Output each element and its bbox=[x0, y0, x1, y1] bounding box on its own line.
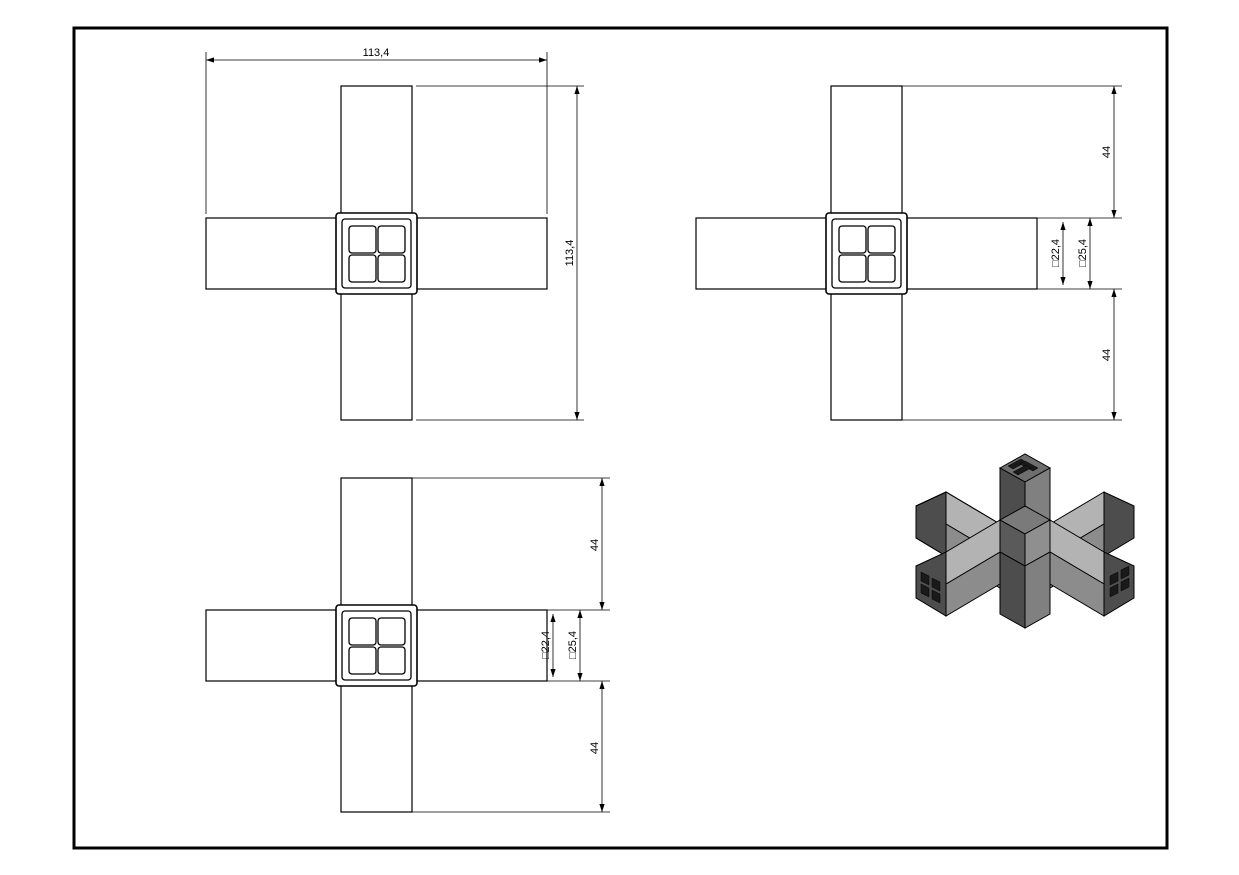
side-224-label: □22,4 bbox=[1050, 238, 1062, 268]
side-top-44-label: 44 bbox=[1101, 145, 1113, 159]
front-cell-top-left bbox=[349, 226, 376, 253]
side-cell-top-left bbox=[839, 226, 866, 253]
top-cell-bottom-right bbox=[378, 647, 405, 674]
top-254-label: □25,4 bbox=[567, 630, 579, 660]
front-height-label: 113,4 bbox=[564, 239, 576, 267]
side-254-label: □25,4 bbox=[1077, 238, 1089, 268]
top-top-44-label: 44 bbox=[589, 538, 601, 552]
side-bottom-44-label: 44 bbox=[1101, 348, 1113, 362]
side-cell-bottom-left bbox=[839, 255, 866, 282]
front-cell-top-right bbox=[378, 226, 405, 253]
top-cell-bottom-left bbox=[349, 647, 376, 674]
top-cell-top-left bbox=[349, 618, 376, 645]
front-cell-bottom-right bbox=[378, 255, 405, 282]
side-cell-bottom-right bbox=[868, 255, 895, 282]
front-width-label: 113,4 bbox=[362, 47, 390, 59]
top-bottom-44-label: 44 bbox=[589, 741, 601, 755]
top-cell-top-right bbox=[378, 618, 405, 645]
front-cell-bottom-left bbox=[349, 255, 376, 282]
side-cell-top-right bbox=[868, 226, 895, 253]
top-224-label: □22,4 bbox=[540, 630, 552, 660]
